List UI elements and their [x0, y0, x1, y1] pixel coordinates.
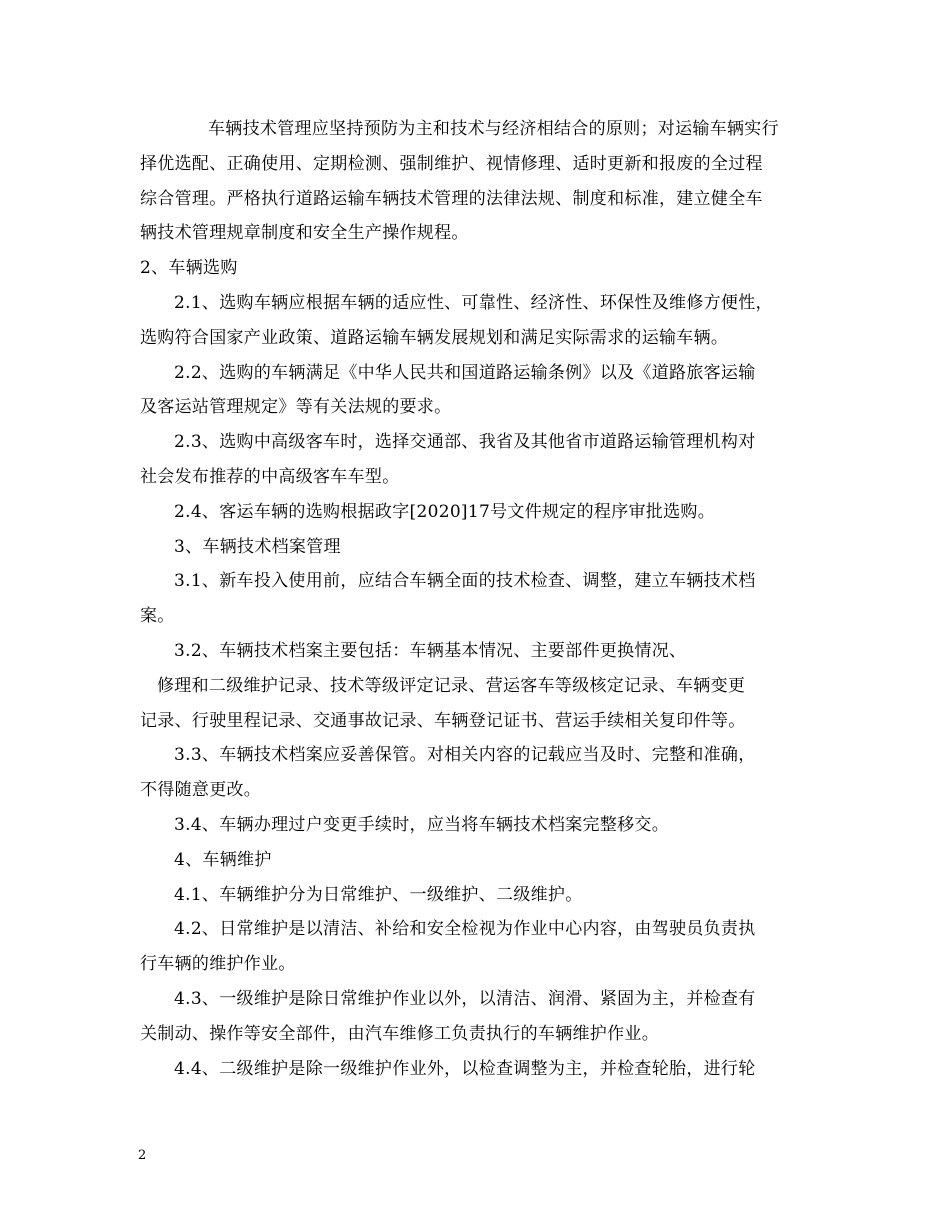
section-heading-4: [140, 843, 830, 878]
text-line: 2.3、选购中高级客车时，选择交通部、我省及其他省市道路运输管理机构对: [174, 432, 756, 453]
paragraph-2-2: [140, 356, 830, 426]
text-line: 3.1、新车投入使用前，应结合车辆全面的技术检查、调整，建立车辆技术档: [174, 571, 756, 592]
text-line: 综合管理。严格执行道路运输车辆技术管理的法律法规、制度和标准，建立健全车: [140, 188, 763, 209]
text-line: 社会发布推荐的中高级客车车型。: [140, 466, 400, 487]
section-heading-3: [140, 530, 830, 565]
paragraph-2-3: [140, 425, 830, 495]
text-line: 车辆技术管理应坚持预防为主和技术与经济相结合的原则；对运输车辆实行: [208, 119, 779, 139]
paragraph-3-4: [140, 808, 830, 843]
text-line: 4.3、一级维护是除日常维护作业以外，以清洁、润滑、紧固为主，并检查有: [174, 988, 756, 1009]
text-line: 记录、行驶里程记录、交通事故记录、车辆登记证书、营运手续相关复印件等。: [140, 710, 746, 731]
text-line: 4.1、车辆维护分为日常维护、一级维护、二级维护。: [174, 884, 583, 905]
text-line: 修理和二级维护记录、技术等级评定记录、营运客车等级核定记录、车辆变更: [157, 675, 746, 696]
text-line: 选购符合国家产业政策、道路运输车辆发展规划和满足实际需求的运输车辆。: [140, 327, 729, 348]
page-number: 2: [138, 1148, 147, 1163]
text-line: 3.3、车辆技术档案应妥善保管。对相关内容的记载应当及时、完整和准确，: [174, 745, 756, 766]
text-line: 3.4、车辆办理过户变更手续时，应当将车辆技术档案完整移交。: [174, 814, 670, 835]
text-line: 3、车辆技术档案管理: [174, 536, 341, 557]
text-line: 行车辆的维护作业。: [140, 954, 296, 975]
document-body: [140, 112, 830, 1086]
text-line: 2、车辆选购: [140, 258, 238, 279]
paragraph-4-1: [140, 878, 830, 913]
text-line: 4.4、二级维护是除一级维护作业外，以检查调整为主，并检查轮胎，进行轮: [174, 1058, 756, 1079]
paragraph-4-4: [140, 1052, 830, 1087]
text-line: 及客运站管理规定》等有关法规的要求。: [140, 397, 452, 418]
text-line: 3.2、车辆技术档案主要包括：车辆基本情况、主要部件更换情况、: [174, 640, 687, 661]
paragraph-4-3: [140, 982, 830, 1052]
text-line: 关制动、操作等安全部件，由汽车维修工负责执行的车辆维护作业。: [140, 1023, 659, 1044]
text-line: 2.4、客运车辆的选购根据政字[2020]17号文件规定的程序审批选购。: [174, 501, 715, 522]
paragraph-3-2-continued: [140, 669, 830, 739]
section-heading-2: [140, 251, 830, 286]
paragraph-3-1: [140, 564, 830, 634]
text-line: 2.1、选购车辆应根据车辆的适应性、可靠性、经济性、环保性及维修方便性，: [174, 292, 773, 313]
paragraph-2-1: [140, 286, 830, 356]
paragraph-3-2: [140, 634, 830, 669]
text-line: 4、车辆维护: [174, 849, 272, 870]
text-line: 择优选配、正确使用、定期检测、强制维护、视情修理、适时更新和报废的全过程: [140, 153, 763, 174]
paragraph-2-4: [140, 495, 830, 530]
text-line: 辆技术管理规章制度和安全生产操作规程。: [140, 223, 469, 244]
text-line: 不得随意更改。: [140, 780, 262, 801]
text-line: 4.2、日常维护是以清洁、补给和安全检视为作业中心内容，由驾驶员负责执: [174, 919, 756, 940]
paragraph-3-3: [140, 738, 830, 808]
paragraph-intro: [140, 112, 830, 251]
paragraph-4-2: [140, 912, 830, 982]
text-line: 案。: [140, 606, 175, 627]
text-line: 2.2、选购的车辆满足《中华人民共和国道路运输条例》以及《道路旅客运输: [174, 362, 756, 383]
